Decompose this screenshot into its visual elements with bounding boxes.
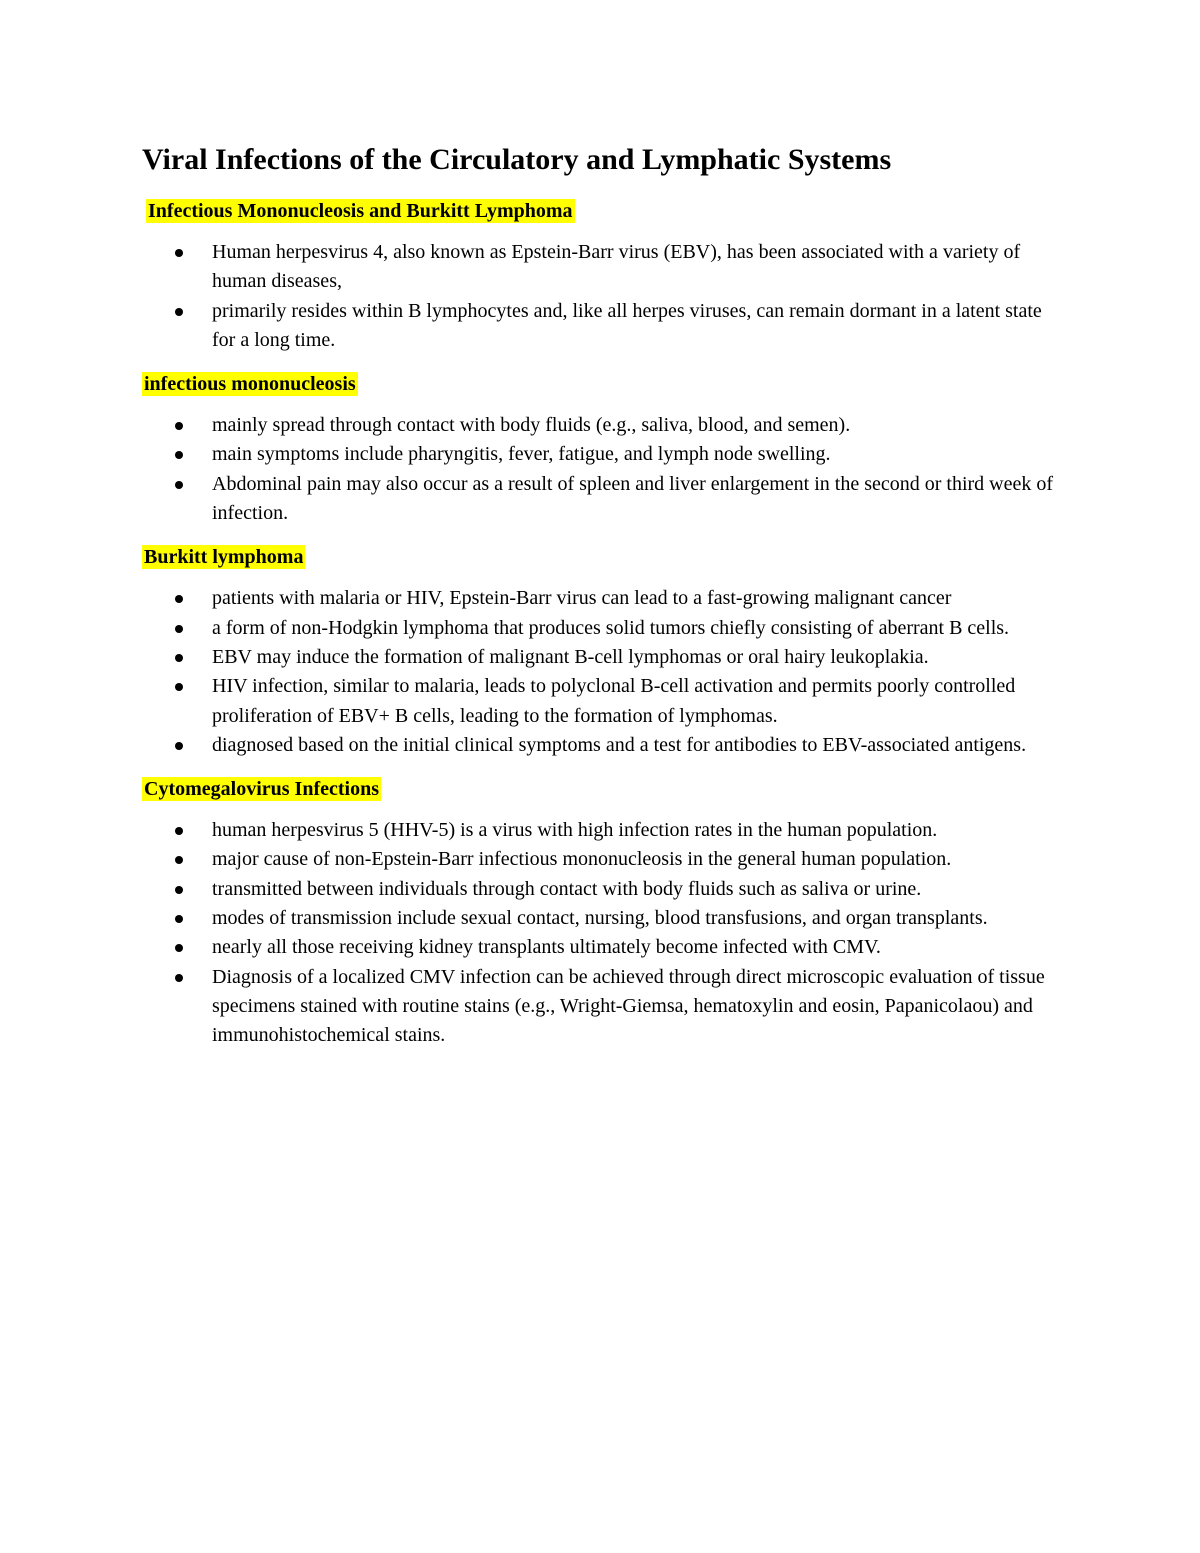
document-title: Viral Infections of the Circulatory and Lymphatic Systems [142,143,892,176]
bullet-list [142,411,1060,528]
list-item-text: main symptoms include pharyngitis, fever, fatigue, and lymph node swelling. [212,443,831,466]
highlighted-heading-text: Infectious Mononucleosis and Burkitt Lymphoma [148,200,573,222]
bullet-icon [175,481,183,489]
highlighted-heading-text: Burkitt lymphoma [144,546,304,569]
section-heading [142,198,1060,224]
list-item-text: Human herpesvirus 4, also known as Epstein-Barr virus (EBV), has been associated with a variety of human diseases, [212,241,1021,293]
section-heading [142,776,1060,802]
bullet-icon [175,827,183,835]
list-item [212,731,1060,760]
list-item-text: a form of non-Hodgkin lymphoma that produces solid tumors chiefly consisting of aberrant B cells. [212,616,1010,639]
list-item-text: EBV may induce the formation of malignant B-cell lymphomas or oral hairy leukoplakia. [212,645,929,668]
highlighted-heading-text: infectious mononucleosis [144,373,356,396]
list-item [212,440,1060,469]
list-item [212,963,1060,1051]
list-item-text: Diagnosis of a localized CMV infection can be achieved through direct microscopic evaluation of tissue specimens stained with routine stains (e.g., Wright-Giemsa, hematoxylin and eosin, Papanicolaou) and immunohistochemical stains. [212,965,1045,1047]
list-item-text: mainly spread through contact with body fluids (e.g., saliva, blood, and semen). [212,414,851,437]
list-item [212,845,1060,874]
list-item-text: patients with malaria or HIV, Epstein-Barr virus can lead to a fast-growing malignant cancer [212,587,952,610]
list-item-text: primarily resides within B lymphocytes and, like all herpes viruses, can remain dormant in a latent state for a long time. [212,299,1042,351]
list-item [212,238,1060,297]
list-item-text: HIV infection, similar to malaria, leads to polyclonal B-cell activation and permits poorly controlled proliferation of EBV+ B cells, leading to the formation of lymphomas. [212,675,1016,727]
bullet-list [142,238,1060,355]
bullet-icon [175,856,183,864]
bullet-icon [175,595,183,603]
bullet-icon [175,886,183,894]
list-item [212,411,1060,440]
list-item [212,614,1060,643]
bullet-icon [175,308,183,316]
list-item-text: diagnosed based on the initial clinical symptoms and a test for antibodies to EBV-associated antigens. [212,733,1027,756]
list-item [212,643,1060,672]
bullet-list [142,816,1060,1050]
list-item-text: major cause of non-Epstein-Barr infectious mononucleosis in the general human population. [212,848,952,871]
list-item-text: nearly all those receiving kidney transplants ultimately become infected with CMV. [212,936,881,959]
section-heading [142,371,1060,397]
list-item [212,875,1060,904]
bullet-list [142,584,1060,760]
bullet-icon [175,654,183,662]
list-item [212,933,1060,962]
bullet-icon [175,974,183,982]
list-item [212,470,1060,529]
bullet-icon [175,915,183,923]
list-item-text: modes of transmission include sexual contact, nursing, blood transfusions, and organ transplants. [212,907,988,930]
list-item [212,584,1060,613]
bullet-icon [175,742,183,750]
bullet-icon [175,249,183,257]
list-item-text: transmitted between individuals through contact with body fluids such as saliva or urine. [212,877,922,900]
bullet-icon [175,944,183,952]
list-item [212,297,1060,356]
bullet-icon [175,451,183,459]
highlighted-heading-text: Cytomegalovirus Infections [144,778,379,801]
list-item [212,816,1060,845]
bullet-icon [175,422,183,430]
list-item [212,904,1060,933]
bullet-icon [175,625,183,633]
list-item-text: Abdominal pain may also occur as a result of spleen and liver enlargement in the second or third week of infection. [212,472,1054,525]
list-item [212,672,1060,731]
bullet-icon [175,683,183,691]
section-heading [142,544,1060,570]
list-item-text: human herpesvirus 5 (HHV-5) is a virus with high infection rates in the human population. [212,819,938,842]
